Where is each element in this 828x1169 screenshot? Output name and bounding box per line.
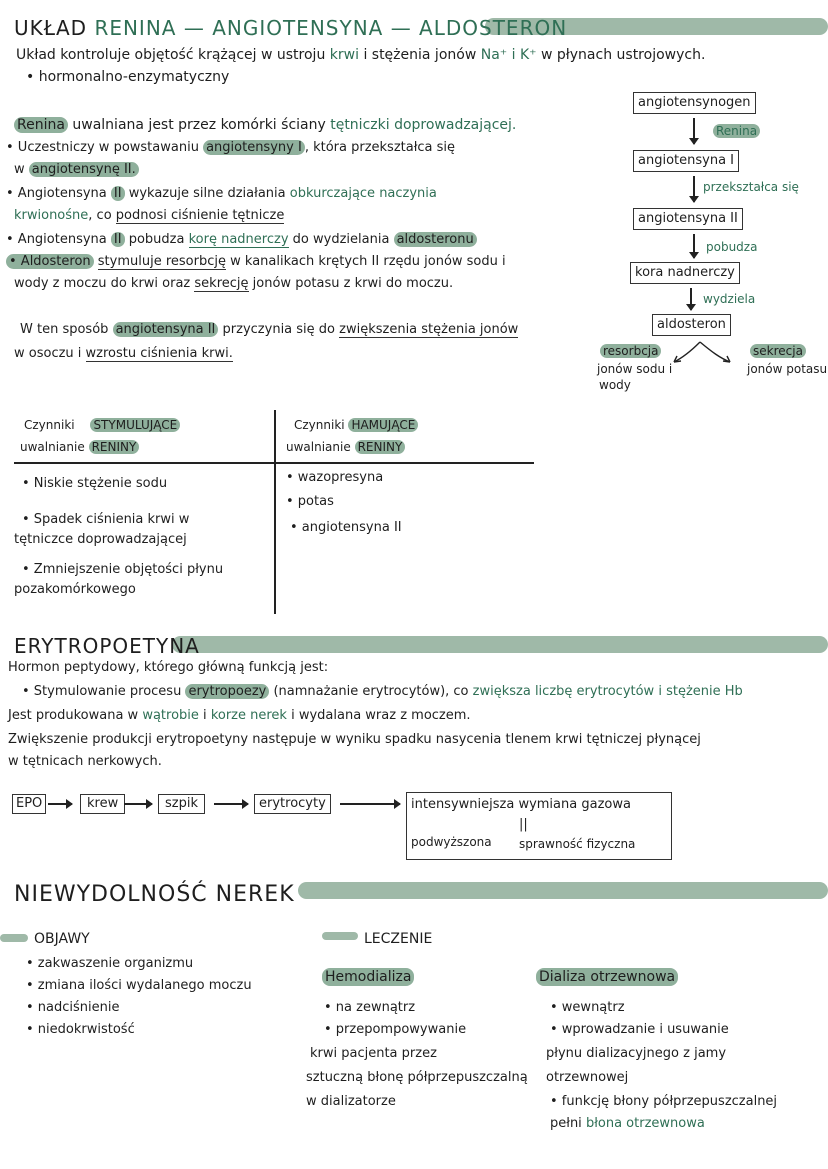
b4-text-3: jonów potasu z krwi do moczu. [252,276,454,291]
epo-effect-box [406,792,672,860]
b2-green: obkurczające naczynia [289,186,437,201]
flow-node-ang1: angiotensyna I [633,150,739,172]
intro-text-1: Układ kontroluje objętość krążącej w ustroju [16,47,326,63]
epo-line-2 [22,684,743,700]
sum-underline: zwiększenia stężenia jonów [339,322,519,337]
hemo-item: sztuczną błonę półprzepuszczalną [306,1070,528,1085]
epo-l2-text: • Stymulowanie procesu [22,684,182,699]
inh-word-2: uwalnianie [286,440,351,454]
sub-bar-objawy [0,934,28,942]
flow-secretion-title: sekrecja [750,344,806,358]
inh-item: • potas [286,494,334,509]
b4-text-2: wody z moczu do krwi oraz [14,276,191,291]
stim-header-1 [24,418,180,432]
chain-blood: krew [80,794,125,814]
intro-line [16,46,705,64]
bullet-4a [6,254,506,270]
b2-text: • Angiotensyna [6,186,107,201]
flow-secretion-desc: jonów potasu [747,362,828,376]
flow-arrow-1 [693,118,695,144]
stim-highlight-2: RENINY [89,440,140,454]
flow-label-renin: Renina [713,124,760,138]
epo-l2-green: zwiększa liczbę erytrocytów i stężenie Hb [472,684,743,699]
b4-highlight: • Aldosteron [6,254,94,269]
renin-highlight: Renina [14,117,68,133]
flow-node-adrenal: kora nadnerczy [630,262,740,284]
renin-arteriole: tętniczki doprowadzającej. [330,117,517,133]
b2-highlight: II [111,186,125,201]
b1-text-3: w [14,162,25,177]
epo-l3-text-2: i wydalana wraz z moczem. [291,708,471,723]
objawy-item: • niedokrwistość [26,1022,135,1037]
flow-label-stimulate: pobudza [706,240,758,254]
b3-highlight-2: aldosteronu [394,232,477,247]
chain-epo: EPO [12,794,46,814]
hemo-item: w dializatorze [306,1094,396,1109]
section-bar [172,636,828,653]
section-title-epo: ERYTROPOETYNA [14,634,200,658]
table-vline [274,410,276,614]
b3-text-3: do wydzielania [292,232,390,247]
flow-arrow-2 [693,176,695,202]
stim-highlight: STYMULUJĄCE [90,418,180,432]
epo-l2-text-2: (namnażanie erytrocytów), co [273,684,469,699]
dial-green: błona otrzewnowa [585,1116,705,1131]
objawy-item: • zmiana ilości wydalanego moczu [26,978,252,993]
objawy-title: OBJAWY [34,931,90,947]
section-title [14,16,567,40]
stim-word-2: uwalnianie [20,440,85,454]
bullet-1b [14,162,139,178]
flow-node-aldosterone: aldosteron [652,314,731,336]
sub-bar-leczenie [322,932,358,940]
stim-item: • Spadek ciśnienia krwi w [22,512,190,527]
epo-l3-and: i [203,708,207,723]
bullet-1a [6,140,455,156]
inh-item: • angiotensyna II [290,520,402,535]
hemo-item: • przepompowywanie [324,1022,467,1037]
leczenie-title: LECZENIE [364,931,433,947]
b1-highlight-2: angiotensynę II. [29,162,139,177]
epo-line-4: Zwiększenie produkcji erytropoetyny następuje w wyniku spadku nasycenia tlenem krwi tętniczej płynącej [8,732,701,747]
dial-item: otrzewnowej [546,1070,629,1085]
inh-highlight-2: RENINY [355,440,406,454]
b3-text-2: pobudza [128,232,185,247]
flow-node-angiotensinogen: angiotensynogen [633,92,756,114]
objawy-item: • nadciśnienie [26,1000,120,1015]
title-raas: RENINA — ANGIOTENSYNA — ALDOSTERON [94,16,568,40]
epo-highlight: erytropoezy [185,684,269,699]
renin-line [14,116,516,134]
flow-arrow-4 [690,288,692,310]
renin-text: uwalniana jest przez komórki ściany [72,117,326,133]
inh-item: • wazopresyna [286,470,384,485]
intro-krwi: krwi [329,47,359,63]
chain-arrow [124,803,152,805]
title-ukl: UKŁAD [14,16,88,40]
stim-header-2 [20,440,139,454]
b2-green-2: krwionośne [14,208,89,223]
effect-equals: || [519,817,528,832]
flow-label-secrete: wydziela [703,292,756,306]
flow-resorption-desc-2: wody [599,378,631,392]
dial-item: • funkcję błony półprzepuszczalnej [550,1094,778,1109]
bullet-4b [14,276,453,292]
stim-item: • Niskie stężenie sodu [22,476,168,491]
stim-word: Czynniki [24,418,75,432]
epo-line-5: w tętnicach nerkowych. [8,754,162,769]
b2-underline: podnosi ciśnienie tętnicze [115,208,285,223]
dial-title: Dializa otrzewnowa [536,968,678,986]
chain-arrow [340,803,400,805]
inh-word: Czynniki [294,418,345,432]
flow-node-ang2: angiotensyna II [633,208,743,230]
chain-erythrocytes: erytrocyty [254,794,331,814]
b2-text-3: , co [88,208,112,223]
epo-line-1: Hormon peptydowy, którego główną funkcją jest: [8,660,329,675]
stim-item: • Zmniejszenie objętości płynu [22,562,224,577]
sum-text-2: przyczynia się do [222,322,335,337]
b4-text: w kanalikach krętych II rzędu jonów sodu i [230,254,506,269]
flow-resorption-title: resorbcja [600,344,661,358]
flow-arrow-3 [693,234,695,258]
b1-text-2: , która przekształca się [304,140,456,155]
effect-gas-exchange: intensywniejsza wymiana gazowa [411,797,631,812]
intro-text-3: w płynach ustrojowych. [541,47,706,63]
stim-item: tętniczce doprowadzającej [14,532,187,547]
sum-highlight: angiotensyna II [113,322,219,337]
chain-marrow: szpik [158,794,205,814]
table-hline [14,462,534,464]
effect-raised: podwyższona [411,835,492,849]
dial-item: • wewnątrz [550,1000,625,1015]
flow-resorption-desc-1: jonów sodu i [597,362,673,376]
intro-bullet: • hormonalno-enzymatyczny [26,69,230,85]
objawy-item: • zakwaszenie organizmu [26,956,194,971]
inh-header-2 [286,440,405,454]
inh-header-1 [294,418,418,432]
b3-text: • Angiotensyna [6,232,107,247]
b1-highlight: angiotensyny I [203,140,305,155]
flow-label-convert: przekształca się [703,180,799,194]
sum-text-3: w osoczu i [14,346,82,361]
sum-underline-2: wzrostu ciśnienia krwi. [85,346,233,361]
bullet-2b [14,208,284,224]
inh-highlight: HAMUJĄCE [348,418,418,432]
b4-underline-2: sekrecję [194,276,249,291]
bullet-3 [6,232,477,248]
bullet-2a [6,186,437,202]
epo-line-3 [8,708,471,724]
intro-ions: Na⁺ i K⁺ [480,47,537,63]
sum-text: W ten sposób [20,322,109,337]
b3-highlight: II [111,232,125,247]
b3-green: korę nadnerczy [188,232,289,247]
chain-arrow [48,803,72,805]
hemo-item: krwi pacjenta przez [310,1046,437,1061]
dial-item: • wprowadzanie i usuwanie [550,1022,729,1037]
stim-item: pozakomórkowego [14,582,136,597]
dial-item: płynu dializacyjnego z jamy [546,1046,727,1061]
epo-liver: wątrobie [142,708,199,723]
chain-arrow [214,803,248,805]
b4-underline: stymuluje resorbcję [97,254,226,269]
effect-fitness: sprawność fizyczna [519,837,636,851]
flow-split-arrows [660,338,750,372]
section-bar [298,882,828,899]
b2-text-2: wykazuje silne działania [128,186,286,201]
epo-l3-text: Jest produkowana w [8,708,139,723]
hemo-title: Hemodializa [322,968,414,986]
hemo-item: • na zewnątrz [324,1000,416,1015]
section-title-kidney: NIEWYDOLNOŚĆ NEREK [14,882,295,907]
dial-item: pełni [550,1116,582,1131]
summary-1 [20,322,518,338]
epo-kidney-cortex: korze nerek [210,708,287,723]
summary-2 [14,346,233,362]
b1-text: • Uczestniczy w powstawaniu [6,140,199,155]
dial-last-line [550,1116,705,1132]
intro-text-2: i stężenia jonów [363,47,477,63]
